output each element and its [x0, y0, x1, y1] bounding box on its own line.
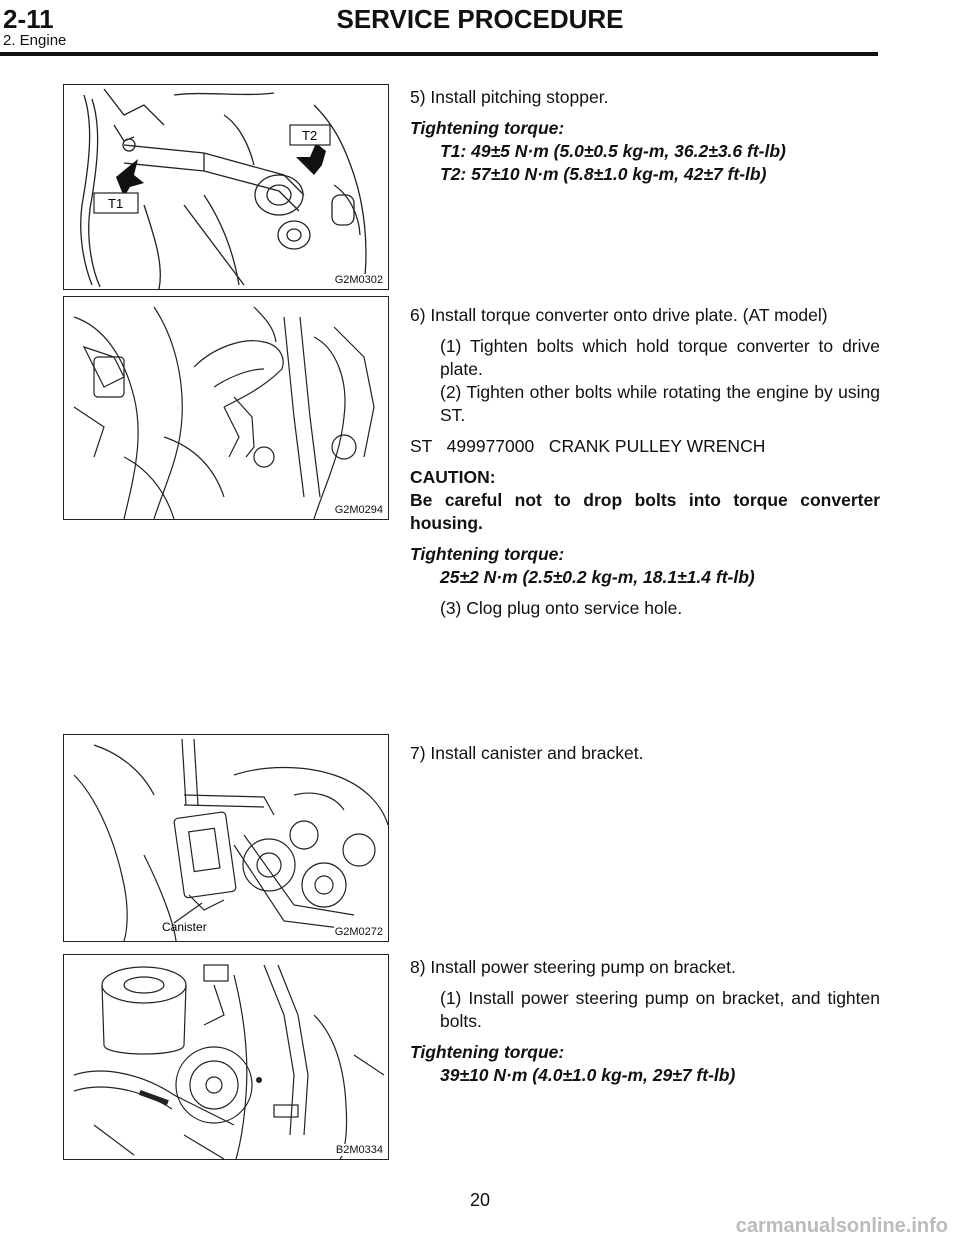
torque-value: T2: 57±10 N·m (5.8±1.0 kg-m, 42±7 ft-lb): [440, 164, 767, 184]
step-8: [410, 956, 880, 1087]
label-t2: T2: [302, 128, 318, 143]
special-tool: ST 499977000 CRANK PULLEY WRENCH: [410, 436, 766, 456]
figure-torque-converter: [63, 296, 389, 520]
figure-code: G2M0294: [334, 504, 383, 516]
canister-illustration: [64, 735, 388, 941]
page-number: 20: [469, 1190, 491, 1210]
pitching-stopper-illustration: [64, 85, 388, 289]
power-steering-pump-illustration: [64, 955, 388, 1159]
step-heading: 5) Install pitching stopper.: [410, 87, 609, 107]
step-7: [410, 742, 880, 765]
step-5: [410, 86, 880, 186]
figure-pitching-stopper: [63, 84, 389, 290]
step-6: [410, 304, 880, 620]
caution-label: CAUTION:: [410, 467, 496, 487]
torque-value: 25±2 N·m (2.5±0.2 kg-m, 18.1±1.4 ft-lb): [440, 567, 755, 587]
caution-text: Be careful not to drop bolts into torque converter housing.: [410, 490, 880, 533]
torque-value: 39±10 N·m (4.0±1.0 kg-m, 29±7 ft-lb): [440, 1065, 736, 1085]
figure-canister: [63, 734, 389, 942]
section-code: 2-11: [3, 4, 54, 34]
substep: (1) Tighten bolts which hold torque converter to drive plate.: [440, 336, 880, 379]
figure-code: B2M0334: [335, 1144, 383, 1156]
step-heading: 6) Install torque converter onto drive plate. (AT model): [410, 305, 828, 325]
torque-label: Tightening torque:: [410, 1042, 565, 1062]
label-t1: T1: [108, 196, 124, 211]
figure-code: G2M0302: [334, 274, 383, 286]
header-rule: [0, 52, 878, 56]
torque-label: Tightening torque:: [410, 118, 565, 138]
step-heading: 8) Install power steering pump on bracket.: [410, 957, 736, 977]
substep: (3) Clog plug onto service hole.: [440, 598, 683, 618]
figure-code: G2M0272: [334, 926, 383, 938]
label-canister: Canister: [162, 920, 207, 934]
substep: (1) Install power steering pump on bracket, and tighten bolts.: [440, 988, 880, 1031]
torque-value: T1: 49±5 N·m (5.0±0.5 kg-m, 36.2±3.6 ft-lb): [440, 141, 786, 161]
figure-power-steering-pump: [63, 954, 389, 1160]
step-heading: 7) Install canister and bracket.: [410, 743, 644, 763]
footer-watermark: carmanualsonline.info: [735, 1215, 948, 1237]
substep: (2) Tighten other bolts while rotating the engine by using ST.: [440, 382, 880, 425]
page-title: SERVICE PROCEDURE: [336, 4, 624, 34]
section-subtitle: 2. Engine: [3, 32, 67, 49]
torque-label: Tightening torque:: [410, 544, 565, 564]
torque-converter-illustration: [64, 297, 388, 519]
